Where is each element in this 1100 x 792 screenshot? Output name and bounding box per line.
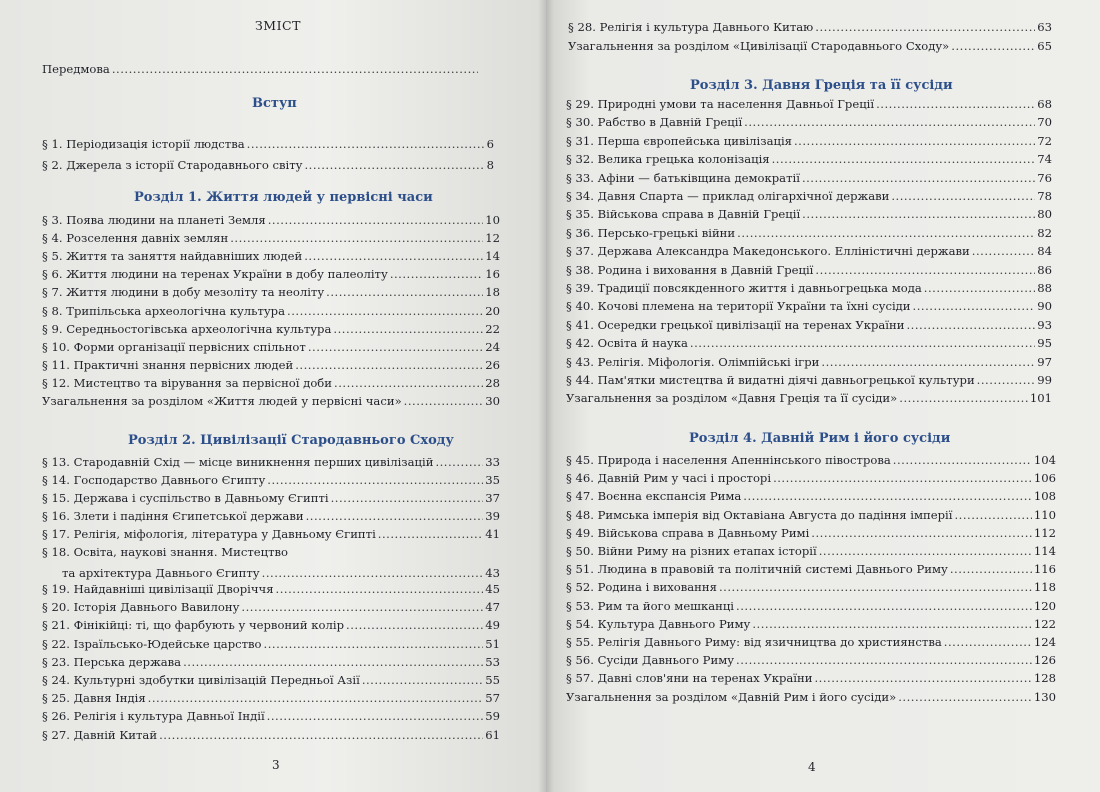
leader-dots: [262, 566, 484, 580]
toc-entry: [42, 527, 500, 541]
toc-entry-text: § 26. Релігія і культура Давньої Індії: [42, 709, 265, 724]
toc-entry: [566, 635, 1056, 649]
toc-page-number: 104: [1033, 453, 1056, 467]
leader-dots: [815, 263, 1035, 277]
leader-dots: [814, 671, 1031, 685]
page-title: ЗМІСТ: [255, 18, 301, 33]
toc-page-number: 28: [485, 375, 500, 390]
toc-entry-text: Узагальнення за розділом «Давній Рим і його сусіди»: [566, 689, 897, 704]
right-page: [546, 0, 1100, 792]
toc-entry: [566, 97, 1052, 111]
leader-dots: [736, 653, 1032, 667]
toc-entry-text: § 52. Родина і виховання: [566, 580, 717, 595]
toc-entry: [42, 249, 500, 263]
toc-entry: [42, 582, 500, 596]
toc-entry: [566, 617, 1056, 631]
toc-entry: [42, 509, 500, 523]
toc-entry: [42, 455, 500, 469]
toc-entry: [566, 263, 1052, 277]
toc-entry-text: § 24. Культурні здобутки цивілізацій Передньої Азії: [42, 673, 360, 687]
toc-entry: [566, 355, 1052, 369]
leader-dots: [913, 299, 1036, 313]
toc-page-number: 108: [1033, 489, 1056, 504]
toc-entry: [566, 580, 1056, 594]
toc-entry-text: Передмова: [42, 62, 110, 76]
toc-entry-text: § 23. Перська держава: [42, 654, 182, 669]
leader-dots: [267, 709, 484, 723]
toc-entry: [566, 336, 1052, 350]
leader-dots: [435, 455, 483, 469]
section-heading-1: Розділ 1. Життя людей у первісні часи: [134, 190, 433, 205]
toc-entry-text: § 35. Військова справа в Давній Греції: [566, 207, 801, 222]
toc-entry: [42, 358, 500, 372]
toc-page-number: 128: [1033, 671, 1056, 686]
toc-page-number: 90: [1037, 299, 1052, 314]
toc-entry: [42, 158, 494, 172]
leader-dots: [690, 336, 1035, 350]
toc-page-number: 126: [1033, 653, 1056, 668]
toc-entry: [42, 137, 494, 151]
toc-entry-text: § 12. Мистецтво та вірування за первісної доби: [42, 375, 333, 390]
toc-entry: [568, 39, 1052, 53]
leader-dots: [898, 690, 1032, 704]
toc-page-number: 33: [485, 455, 500, 469]
leader-dots: [287, 304, 483, 318]
toc-entry-text: § 44. Пам'ятки мистецтва й видатні діячі давньогрецької культури: [566, 373, 975, 387]
toc-entry-text: § 2. Джерела з історії Стародавнього світу: [42, 158, 303, 172]
toc-page-number: 57: [485, 691, 500, 706]
leader-dots: [306, 509, 484, 523]
toc-page-number: 124: [1033, 635, 1056, 649]
toc-entry: [566, 318, 1052, 332]
toc-entry-text: Узагальнення за розділом «Цивілізації Стародавнього Сходу»: [568, 38, 950, 53]
toc-entry-text: § 7. Життя людини в добу мезоліту та неоліту: [42, 285, 325, 300]
toc-entry: [566, 373, 1052, 387]
toc-page-number: 116: [1033, 562, 1056, 577]
page-number: 4: [808, 760, 816, 774]
leader-dots: [773, 471, 1032, 485]
toc-page-number: 43: [485, 566, 500, 580]
toc-entry: [62, 566, 500, 580]
toc-page-number: 112: [1033, 525, 1056, 540]
toc-entry-text: § 54. Культура Давнього Риму: [566, 616, 751, 631]
toc-entry-text: § 5. Життя та заняття найдавніших людей: [42, 249, 303, 264]
toc-page-number: 130: [1033, 689, 1056, 704]
leader-dots: [304, 249, 483, 263]
toc-entry-text: § 42. Освіта й наука: [566, 336, 688, 351]
toc-entry: [42, 394, 500, 408]
toc-entry-text: § 15. Держава і суспільство в Давньому Єгипті: [42, 491, 329, 506]
toc-entry: [42, 304, 500, 318]
leader-dots: [333, 322, 483, 336]
toc-entry-text: § 40. Кочові племена на території України та їхні сусіди: [566, 299, 911, 314]
toc-entry-text: § 16. Злети і падіння Єгипетської держави: [42, 509, 304, 524]
toc-entry-text: § 10. Форми організації первісних спільнот: [42, 339, 306, 354]
toc-page-number: 6: [486, 137, 494, 151]
toc-entry: [566, 508, 1056, 522]
toc-page-number: 68: [1037, 97, 1052, 111]
toc-page-number: 35: [485, 473, 500, 488]
toc-entry-text: § 50. Війни Риму на різних етапах історії: [566, 544, 817, 558]
toc-entry-text: § 18. Освіта, наукові знання. Мистецтво: [42, 545, 288, 559]
toc-page-number: 95: [1037, 336, 1052, 351]
leader-dots: [891, 189, 1035, 203]
toc-page-number: 51: [485, 636, 500, 651]
left-page: [0, 0, 546, 792]
toc-entry-text: Узагальнення за розділом «Життя людей у первісні часи»: [42, 394, 402, 408]
toc-page-number: 14: [485, 249, 500, 264]
leader-dots: [148, 691, 484, 705]
toc-entry: [566, 471, 1056, 485]
section-heading-3: Розділ 3. Давня Греція та її сусіди: [690, 78, 953, 93]
leader-dots: [954, 508, 1031, 522]
toc-entry: [42, 491, 500, 505]
toc-entry: [566, 152, 1052, 166]
toc-entry: [42, 691, 500, 705]
toc-entry-text: § 51. Людина в правовій та політичній системі Давнього Риму: [566, 562, 948, 577]
toc-entry: [566, 653, 1056, 667]
toc-entry-text: § 9. Середньостогівська археологічна культура: [42, 321, 332, 336]
toc-entry: [566, 226, 1052, 240]
leader-dots: [950, 562, 1032, 576]
toc-entry: [42, 618, 500, 632]
toc-entry: [42, 473, 500, 487]
toc-entry-text: § 22. Ізраїльсько-Юдейське царство: [42, 636, 262, 651]
toc-page-number: 63: [1037, 20, 1052, 34]
leader-dots: [268, 213, 484, 227]
toc-entry: [566, 244, 1052, 258]
leader-dots: [743, 489, 1032, 503]
toc-entry-text: § 1. Періодизація історії людства: [42, 137, 245, 151]
toc-page-number: 72: [1037, 133, 1052, 148]
leader-dots: [802, 207, 1035, 221]
toc-entry-text: § 32. Велика грецька колонізація: [566, 152, 770, 167]
leader-dots: [924, 281, 1035, 295]
toc-entry-text: § 39. Традиції повсякденного життя і давньогрецька мода: [566, 281, 922, 295]
toc-page-number: 88: [1037, 281, 1052, 295]
toc-page-number: 74: [1037, 152, 1052, 167]
toc-entry-text: § 8. Трипільська археологічна культура: [42, 303, 286, 318]
leader-dots: [944, 635, 1032, 649]
leader-dots: [736, 599, 1032, 613]
toc-entry: [566, 489, 1056, 503]
toc-entry: [42, 231, 500, 245]
toc-page-number: 18: [485, 285, 500, 300]
toc-page-number: 118: [1033, 580, 1056, 595]
toc-page-number: 45: [485, 582, 500, 596]
toc-entry: [42, 267, 500, 281]
toc-entry: [42, 213, 500, 227]
section-heading-4: Розділ 4. Давній Рим і його сусіди: [689, 431, 951, 446]
toc-entry-text: § 34. Давня Спарта — приклад олігархічної держави: [566, 189, 890, 203]
toc-entry-text: § 38. Родина і виховання в Давній Греції: [566, 262, 814, 277]
section-heading-2: Розділ 2. Цивілізації Стародавнього Сходу: [128, 433, 454, 448]
toc-entry-preface: [42, 62, 480, 76]
leader-dots: [390, 267, 483, 281]
toc-entry: [566, 391, 1052, 405]
toc-entry-text: § 49. Військова справа в Давньому Римі: [566, 525, 810, 540]
toc-entry-text: § 29. Природні умови та населення Давньої Греції: [566, 97, 875, 111]
toc-entry: [42, 340, 500, 354]
toc-entry: [566, 690, 1056, 704]
book-gutter: [538, 0, 554, 792]
toc-entry: [566, 134, 1052, 148]
leader-dots: [893, 453, 1032, 467]
toc-entry-text: § 11. Практичні знання первісних людей: [42, 357, 294, 372]
toc-page-number: 53: [485, 654, 500, 669]
toc-page-number: 55: [485, 673, 500, 687]
leader-dots: [267, 473, 483, 487]
toc-entry-text: § 3. Поява людини на планеті Земля: [42, 213, 266, 227]
toc-page-number: 20: [485, 303, 500, 318]
toc-entry-text: § 45. Природа і населення Апеннінського півострова: [566, 453, 891, 467]
toc-page-number: 61: [485, 727, 500, 742]
leader-dots: [334, 376, 483, 390]
toc-page-number: 22: [485, 321, 500, 336]
toc-page-number: 80: [1037, 207, 1052, 222]
leader-dots: [378, 527, 483, 541]
leader-dots: [819, 544, 1032, 558]
section-heading-intro: Вступ: [252, 96, 297, 111]
leader-dots: [744, 115, 1035, 129]
toc-entry: [42, 728, 500, 742]
leader-dots: [247, 137, 485, 151]
toc-entry: [566, 299, 1052, 313]
toc-page-number: 78: [1037, 189, 1052, 203]
toc-entry: [566, 671, 1056, 685]
leader-dots: [326, 285, 483, 299]
toc-entry: [42, 673, 500, 687]
leader-dots: [241, 600, 483, 614]
toc-page-number: 101: [1029, 391, 1052, 406]
toc-entry: [42, 655, 500, 669]
toc-page-number: 84: [1037, 244, 1052, 259]
leader-dots: [899, 391, 1028, 405]
toc-entry-text: § 4. Розселення давніх землян: [42, 231, 229, 246]
leader-dots: [304, 158, 484, 172]
toc-entry-text: § 17. Релігія, міфологія, література у Давньому Єгипті: [42, 527, 376, 542]
toc-entry-text: § 31. Перша європейська цивілізація: [566, 133, 792, 148]
toc-entry: [568, 20, 1052, 34]
toc-page-number: 65: [1037, 38, 1052, 53]
toc-entry-text: § 6. Життя людини на теренах України в добу палеоліту: [42, 267, 388, 282]
leader-dots: [811, 526, 1032, 540]
leader-dots: [183, 655, 483, 669]
toc-page-number: 30: [485, 394, 500, 408]
toc-entry-text: § 33. Афіни — батьківщина демократії: [566, 170, 800, 185]
toc-entry: [566, 562, 1056, 576]
toc-entry-text: Узагальнення за розділом «Давня Греція та її сусіди»: [566, 391, 898, 406]
toc-page-number: 41: [485, 527, 500, 542]
toc-entry: [566, 207, 1052, 221]
toc-entry: [42, 600, 500, 614]
leader-dots: [972, 244, 1035, 258]
leader-dots: [802, 171, 1035, 185]
toc-entry-text: § 47. Воєнна експансія Рима: [566, 489, 742, 504]
toc-entry-text: § 20. Історія Давнього Вавилону: [42, 600, 240, 615]
toc-page-number: 122: [1033, 616, 1056, 631]
toc-entry-text: § 48. Римська імперія від Октавіана Августа до падіння імперії: [566, 507, 953, 522]
leader-dots: [112, 62, 478, 76]
toc-entry-text: § 25. Давня Індія: [42, 691, 146, 706]
toc-entry: [42, 376, 500, 390]
leader-dots: [794, 134, 1035, 148]
toc-entry: [566, 171, 1052, 185]
toc-entry: [566, 453, 1056, 467]
toc-page-number: 93: [1037, 317, 1052, 332]
leader-dots: [815, 20, 1035, 34]
toc-entry-text: § 57. Давні слов'яни на теренах України: [566, 671, 813, 686]
leader-dots: [308, 340, 483, 354]
toc-entry-text: § 27. Давній Китай: [42, 727, 158, 742]
toc-page-number: 8: [486, 158, 494, 172]
leader-dots: [951, 39, 1035, 53]
leader-dots: [362, 673, 483, 687]
leader-dots: [404, 394, 484, 408]
leader-dots: [346, 618, 483, 632]
toc-page-number: 26: [485, 357, 500, 372]
toc-page-number: 120: [1033, 598, 1056, 613]
leader-dots: [906, 318, 1035, 332]
toc-entry-text: § 36. Персько-грецькі війни: [566, 225, 736, 240]
toc-entry: [566, 189, 1052, 203]
leader-dots: [772, 152, 1036, 166]
leader-dots: [295, 358, 483, 372]
leader-dots: [331, 491, 484, 505]
leader-dots: [737, 226, 1035, 240]
toc-page-number: 86: [1037, 262, 1052, 277]
toc-entry-text: § 30. Рабство в Давній Греції: [566, 115, 743, 130]
toc-page-number: 12: [485, 231, 500, 246]
leader-dots: [159, 728, 483, 742]
leader-dots: [264, 637, 484, 651]
toc-entry: [42, 322, 500, 336]
toc-entry: [566, 115, 1052, 129]
toc-page-number: 39: [485, 509, 500, 524]
toc-entry: [42, 637, 500, 651]
toc-page-number: 97: [1037, 354, 1052, 369]
toc-page-number: 82: [1037, 225, 1052, 240]
toc-entry: [566, 526, 1056, 540]
toc-entry: [42, 709, 500, 723]
leader-dots: [821, 355, 1035, 369]
leader-dots: [230, 231, 483, 245]
toc-page-number: 70: [1037, 115, 1052, 130]
toc-entry-text: § 19. Найдавніші цивілізації Дворіччя: [42, 582, 274, 596]
toc-entry: [42, 285, 500, 299]
toc-entry-text: § 37. Держава Александра Македонського. Елліністичні держави: [566, 244, 970, 259]
toc-entry-text: § 56. Сусіди Давнього Риму: [566, 653, 735, 668]
toc-entry-text: § 46. Давній Рим у часі і просторі: [566, 471, 772, 486]
toc-page-number: 24: [485, 339, 500, 354]
toc-entry: [566, 544, 1056, 558]
toc-entry-text: § 14. Господарство Давнього Єгипту: [42, 473, 266, 488]
toc-entry-text: § 43. Релігія. Міфологія. Олімпійські ігри: [566, 354, 820, 369]
toc-page-number: 76: [1037, 170, 1052, 185]
leader-dots: [752, 617, 1032, 631]
toc-entry: [566, 599, 1056, 613]
toc-page-number: 49: [485, 618, 500, 633]
toc-page-number: 99: [1037, 373, 1052, 387]
toc-page-number: 37: [485, 491, 500, 506]
leader-dots: [977, 373, 1036, 387]
toc-page-number: 16: [485, 267, 500, 282]
toc-entry-text: та архітектура Давнього Єгипту: [62, 566, 260, 580]
toc-entry-text: § 13. Стародавній Схід — місце виникнення перших цивілізацій: [42, 455, 434, 469]
page-number: 3: [272, 758, 280, 772]
toc-entry-text: § 41. Осередки грецької цивілізації на теренах України: [566, 317, 905, 332]
leader-dots: [276, 582, 484, 596]
toc-page-number: 106: [1033, 471, 1056, 486]
toc-page-number: 47: [485, 600, 500, 615]
toc-page-number: 59: [485, 709, 500, 724]
leader-dots: [876, 97, 1035, 111]
toc-entry-text: § 53. Рим та його мешканці: [566, 598, 735, 613]
toc-entry-text: § 21. Фінікійці: ті, що фарбують у червоний колір: [42, 618, 345, 633]
leader-dots: [719, 580, 1032, 594]
toc-entry-text: § 28. Релігія і культура Давнього Китаю: [568, 20, 814, 34]
toc-page-number: 10: [485, 213, 500, 227]
toc-page-number: 114: [1033, 544, 1056, 558]
toc-entry: [566, 281, 1052, 295]
toc-entry-text: § 55. Релігія Давнього Риму: від язичництва до християнства: [566, 635, 942, 649]
toc-page-number: 110: [1033, 507, 1056, 522]
